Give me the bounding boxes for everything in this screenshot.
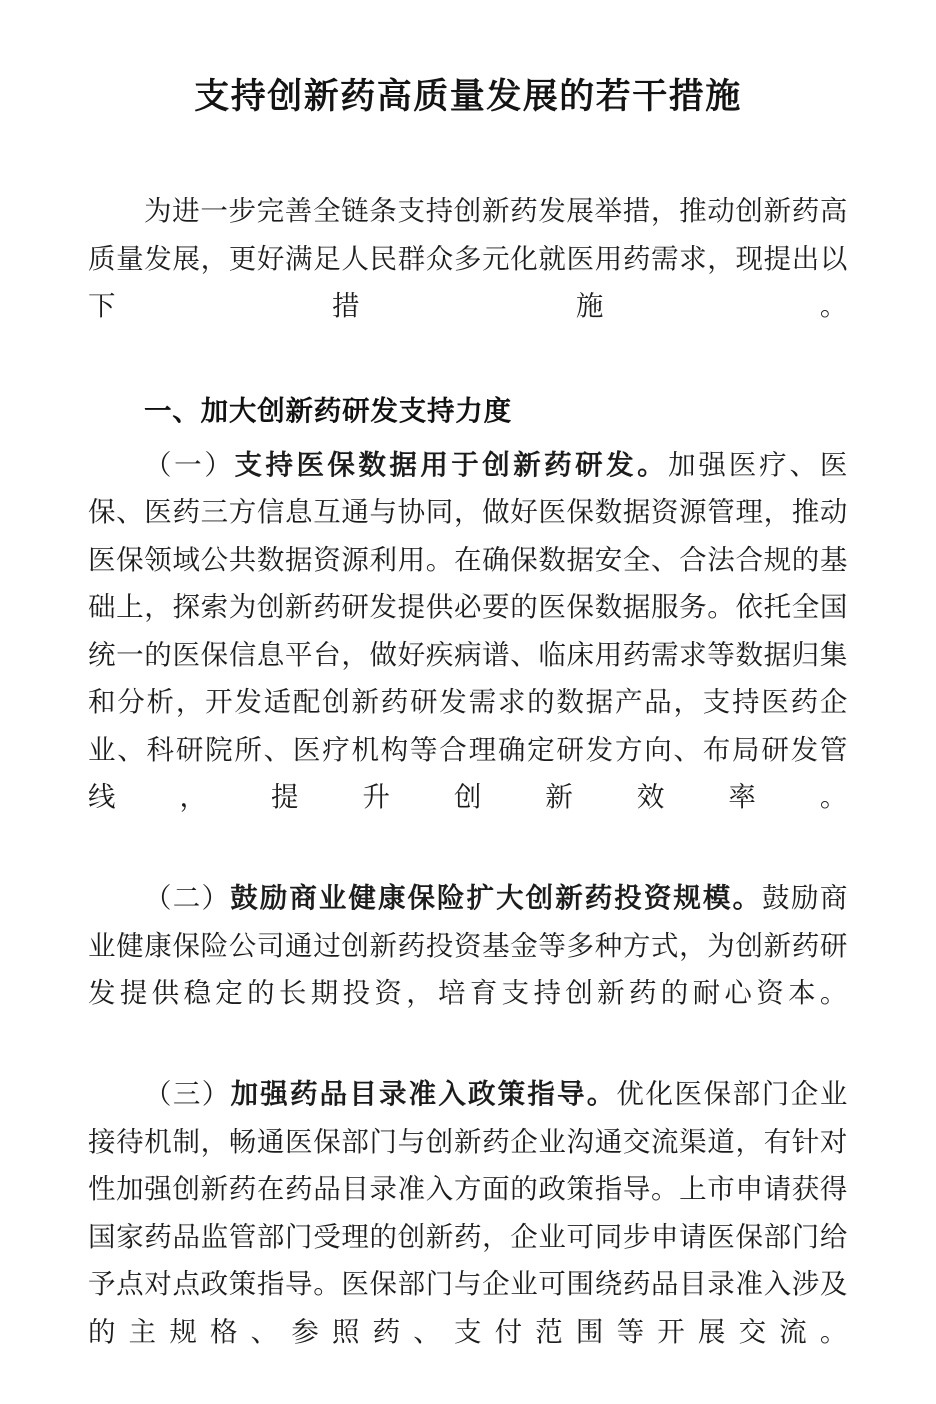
item-paragraph-3	[88, 1071, 848, 1404]
item-body-2: 鼓励商业健康保险公司通过创新药投资基金等多种方式，为创新药研发提供稳定的长期投资，培育支持创新药的耐心资本。	[88, 882, 848, 1009]
item-lead-3: 加强药品目录准入政策指导。	[230, 1078, 617, 1110]
item-body-3: 优化医保部门企业接待机制，畅通医保部门与创新药企业沟通交流渠道，有针对性加强创新药在药品目录准入方面的政策指导。上市申请获得国家药品监管部门受理的创新药，企业可同步申请医保部门给予点对点政策指导。医保部门与企业可围绕药品目录准入涉及的主规格、参照药、支付范围等开展交流。	[88, 1078, 848, 1348]
item-paragraph-1	[88, 442, 848, 870]
item-number-1: （一）	[144, 448, 235, 481]
item-number-2: （二）	[144, 882, 231, 914]
item-number-3: （三）	[144, 1078, 231, 1110]
document-body	[88, 188, 848, 1404]
section-heading-1: 一、加大创新药研发支持力度	[144, 395, 512, 427]
item-body-1: 加强医疗、医保、医药三方信息互通与协同，做好医保数据资源管理，推动医保领域公共数据资源利用。在确保数据安全、合法合规的基础上，探索为创新药研发提供必要的医保数据服务。依托全国统一的医保信息平台，做好疾病谱、临床用药需求等数据归集和分析，开发适配创新药研发需求的数据产品，支持医药企业、科研院所、医疗机构等合理确定研发方向、布局研发管线，提升创新效率。	[88, 448, 848, 813]
preamble-paragraph: 为进一步完善全链条支持创新药发展举措，推动创新药高质量发展，更好满足人民群众多元化就医用药需求，现提出以下措施。	[88, 195, 848, 322]
item-lead-1: 支持医保数据用于创新药研发。	[234, 448, 669, 481]
item-paragraph-2	[88, 875, 848, 1065]
item-lead-2: 鼓励商业健康保险扩大创新药投资规模。	[230, 882, 762, 914]
page-title: 支持创新药高质量发展的若干措施	[194, 77, 742, 117]
